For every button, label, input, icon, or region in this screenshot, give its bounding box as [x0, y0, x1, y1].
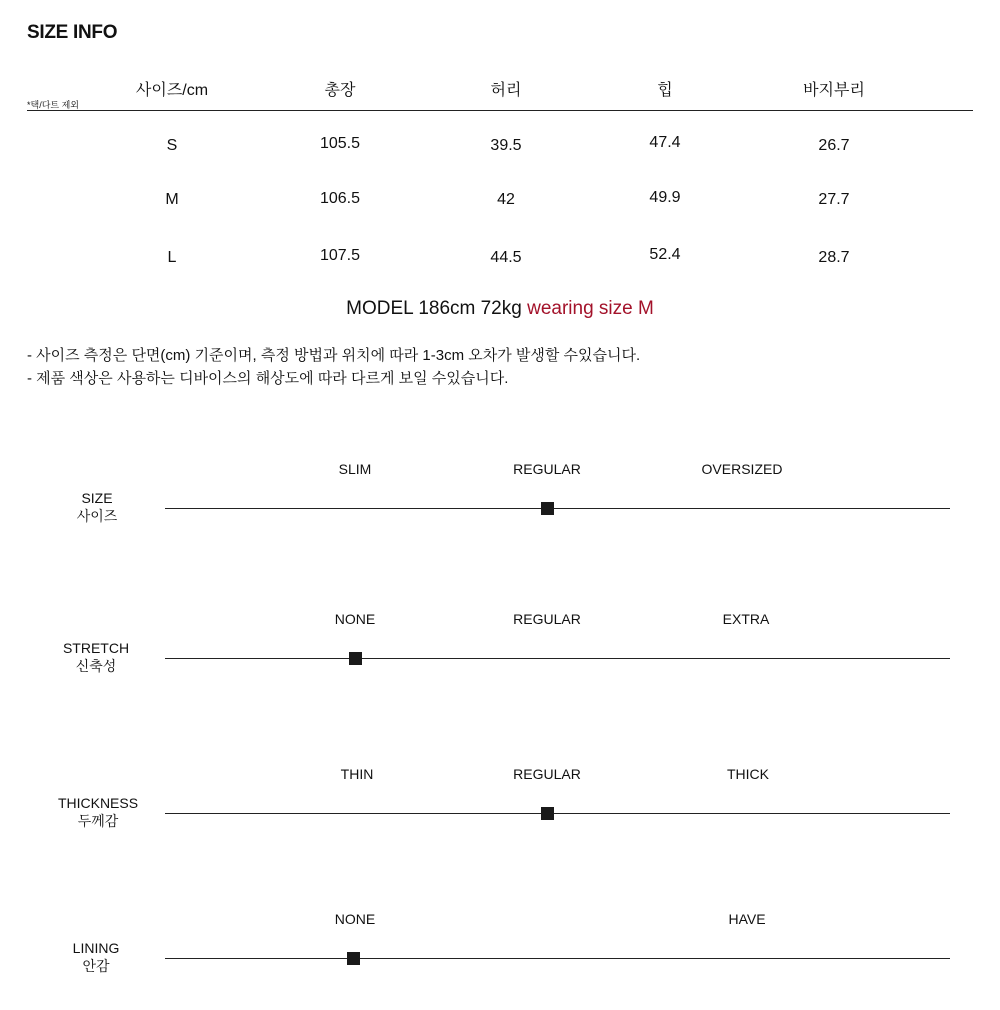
scale-option: HAVE [728, 911, 766, 927]
model-info [0, 298, 1000, 320]
scale-label-ko: 안감 [82, 958, 110, 974]
table-cell: 42 [497, 191, 515, 208]
note-color: - 제품 색상은 사용하는 디바이스의 해상도에 따라 다르게 보일 수있습니다. [27, 370, 509, 387]
scale-marker [349, 652, 362, 665]
header-hip: 힙 [657, 82, 673, 99]
table-cell: S [166, 137, 178, 154]
scale-label-ko: 두께감 [77, 813, 119, 829]
scale-label-en: THICKNESS [57, 795, 139, 811]
scale-label [17, 489, 177, 525]
page-title: SIZE INFO [27, 22, 118, 43]
scale-label-ko: 사이즈 [76, 508, 118, 524]
scale-label [16, 939, 176, 975]
scale-marker [541, 807, 554, 820]
scale-marker [541, 502, 554, 515]
scale-option: REGULAR [513, 766, 581, 782]
scale-label [18, 794, 178, 830]
header-waist: 허리 [490, 82, 522, 99]
table-cell: 27.7 [818, 191, 850, 208]
scale-marker [347, 952, 360, 965]
scale-option: EXTRA [722, 611, 770, 627]
header-total-length: 총장 [324, 82, 356, 99]
scale-track [165, 958, 950, 959]
scale-option: REGULAR [513, 461, 581, 477]
scale-label-en: LINING [72, 940, 120, 956]
table-note: *택/다트 제외 [27, 100, 79, 110]
table-cell: L [167, 249, 177, 266]
scale-track [165, 508, 950, 509]
table-cell: 28.7 [818, 249, 850, 266]
note-measurement: - 사이즈 측정은 단면(cm) 기준이며, 측정 방법과 위치에 따라 1-3cm 오차가 발생할 수있습니다. [27, 347, 641, 364]
model-stats: MODEL 186cm 72kg [346, 298, 522, 319]
header-divider [27, 110, 973, 111]
table-cell: 105.5 [319, 135, 361, 152]
scale-option: THIN [340, 766, 374, 782]
model-wearing-size: wearing size M [527, 298, 654, 319]
table-cell: 107.5 [319, 247, 361, 264]
scale-label [16, 639, 176, 675]
scale-option: SLIM [338, 461, 372, 477]
table-cell: 39.5 [490, 137, 522, 154]
table-cell: 49.9 [649, 189, 681, 206]
scale-option: OVERSIZED [701, 461, 783, 477]
table-cell: 52.4 [649, 246, 681, 263]
table-cell: 106.5 [319, 190, 361, 207]
scale-label-ko: 신축성 [75, 658, 117, 674]
scale-option: THICK [727, 766, 769, 782]
scale-track [165, 658, 950, 659]
scale-label-en: STRETCH [62, 640, 130, 656]
scale-option: REGULAR [513, 611, 581, 627]
scale-option: NONE [334, 911, 376, 927]
table-cell: 44.5 [490, 249, 522, 266]
scale-label-en: SIZE [81, 490, 113, 506]
scale-track [165, 813, 950, 814]
table-cell: M [165, 191, 179, 208]
table-cell: 26.7 [818, 137, 850, 154]
scale-option: NONE [334, 611, 376, 627]
table-cell: 47.4 [649, 134, 681, 151]
header-hem: 바지부리 [803, 82, 865, 99]
header-size: 사이즈/cm [135, 82, 209, 99]
